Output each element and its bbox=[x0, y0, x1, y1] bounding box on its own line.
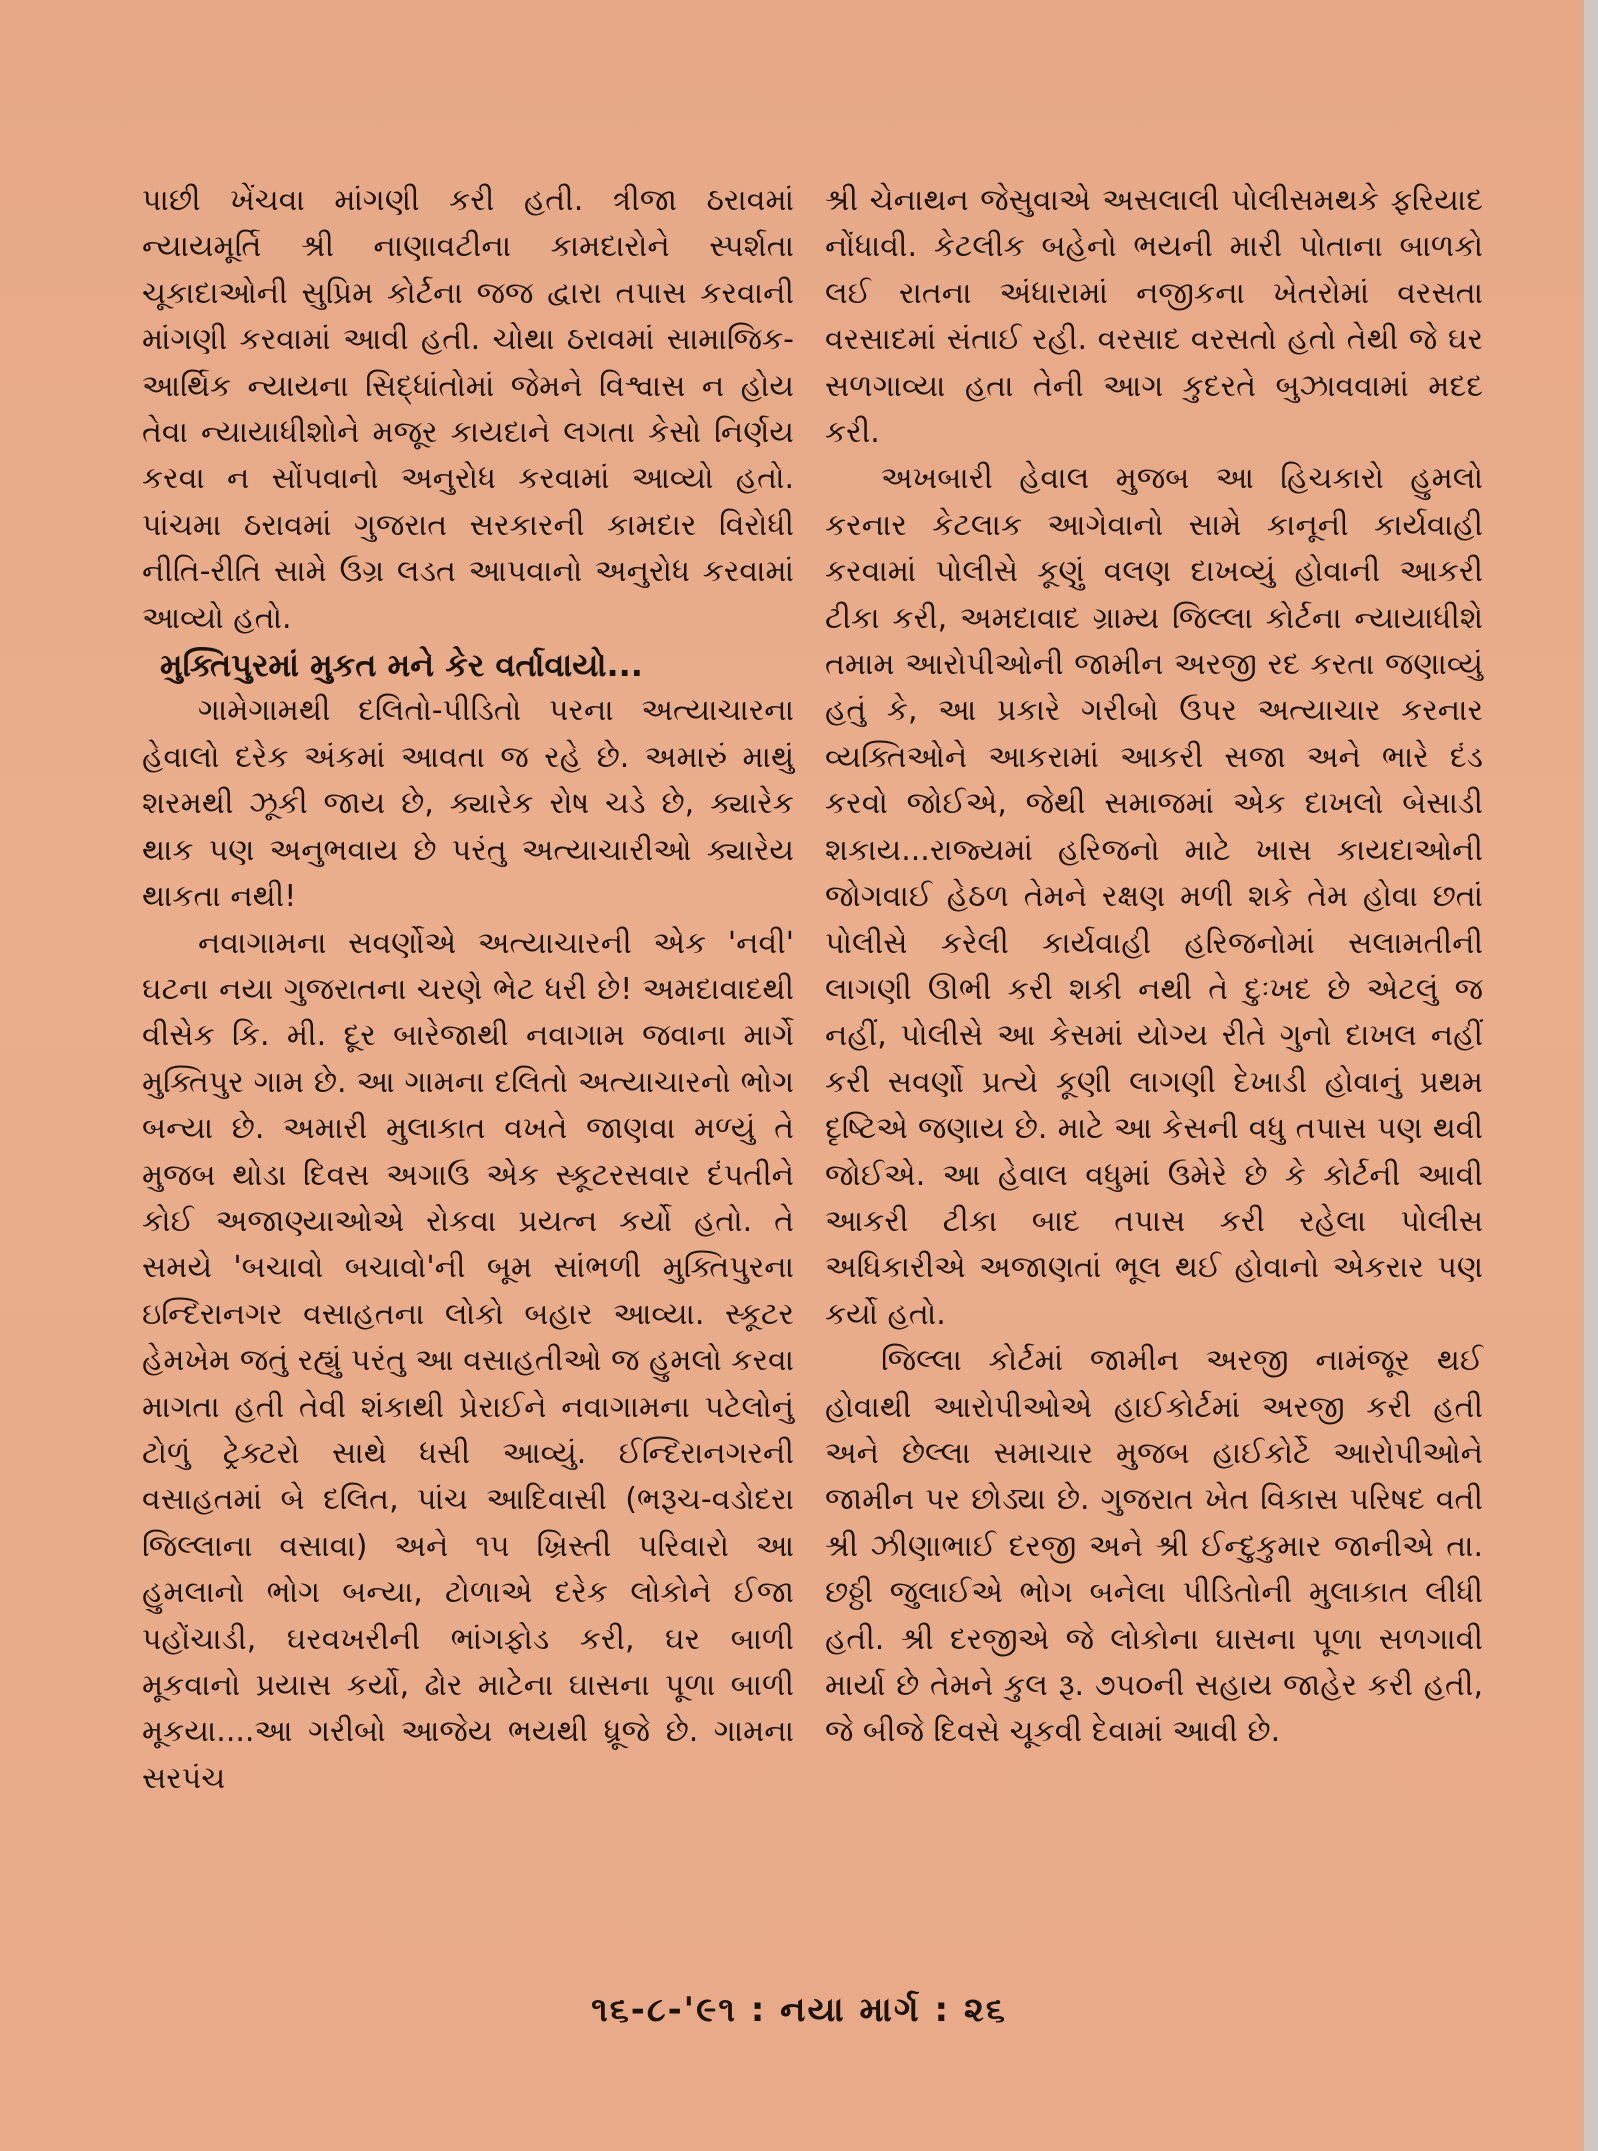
left-paragraph-2: ગામેગામથી દલિતો-પીડિતો પરના અત્યાચારના હેવાલો દરેક અંકમાં આવતા જ રહે છે. અમારું માથું શરમથી ઝૂકી જાય છે, ક્યારેક રોષ ચડે છે, ક્યારેક થાક પણ અનુભવાય છે પરંતુ અત્યાચારીઓ ક્યારેય થાકતા નથી! bbox=[142, 693, 794, 915]
left-paragraph-1: પાછી ખેંચવા માંગણી કરી હતી. ત્રીજા ઠરાવમાં ન્યાયમૂર્તિ શ્રી નાણાવટીના કામદારોને સ્પર્શતા ચૂકાદાઓની સુપ્રિમ કોર્ટના જજ દ્વારા તપાસ કરવાની માંગણી કરવામાં આવી હતી. ચોથા ઠરાવમાં સામાજિક-આર્થિક ન્યાયના સિદ્ધાંતોમાં જેમને વિશ્વાસ ન હોય તેવા ન્યાયાધીશોને મજૂર કાયદાને લગતા કેસો નિર્ણય કરવા ન સોંપવાનો અનુરોધ કરવામાં આવ્યો હતો. પાંચમા ઠરાવમાં ગુજરાત સરકારની કામદાર વિરોધી નીતિ-રીતિ સામે ઉગ્ર લડત આપવાનો અનુરોધ કરવામાં આવ્યો હતો. bbox=[142, 183, 794, 636]
page-edge bbox=[1584, 0, 1598, 2151]
right-column bbox=[825, 178, 1483, 1756]
left-paragraph-3: નવાગામના સવર્ણોએ અત્યાચારની એક 'નવી' ઘટના નયા ગુજરાતના ચરણે ભેટ ધરી છે! અમદાવાદથી વીસેક કિ. મી. દૂર બારેજાથી નવાગામ જવાના માર્ગે મુક્તિપુર ગામ છે. આ ગામના દલિતો અત્યાચારનો ભોગ બન્યા છે. અમારી મુલાકાત વખતે જાણવા મળ્યું તે મુજબ થોડા દિવસ અગાઉ એક સ્કૂટરસવાર દંપતીને કોઈ અજાણ્યાઓએ રોકવા પ્રયત્ન કર્યો હતો. તે સમયે 'બચાવો બચાવો'ની બૂમ સાંભળી મુક્તિપુરના ઇન્દિરાનગર વસાહતના લોકો બહાર આવ્યા. સ્કૂટર હેમખેમ જતું રહ્યું પરંતુ આ વસાહતીઓ જ હુમલો કરવા માગતા હતી તેવી શંકાથી પ્રેરાઈને નવાગામના પટેલોનું ટોળું ટ્રેક્ટરો સાથે ધસી આવ્યું. ઈન્દિરાનગરની વસાહતમાં બે દલિત, પાંચ આદિવાસી (ભરૂચ-વડોદરા જિલ્લાના વસાવા) અને ૧૫ ખ્રિસ્તી પરિવારો આ હુમલાનો ભોગ બન્યા, ટોળાએ દરેક લોકોને ઈજા પહોંચાડી, ઘરવખરીની ભાંગફોડ કરી, ઘર બાળી મૂકવાનો પ્રયાસ કર્યો, ઢોર માટેના ઘાસના પૂળા બાળી મૂકયા....આ ગરીબો આજેય ભયથી ધ્રૂજે છે. ગામના સરપંચ bbox=[142, 925, 794, 1796]
right-paragraph-1: શ્રી ચેનાથન જેસુવાએ અસલાલી પોલીસમથકે ફરિયાદ નોંધાવી. કેટલીક બહેનો ભયની મારી પોતાના બાળકો લઈ રાતના અંધારામાં નજીકના ખેતરોમાં વરસતા વરસાદમાં સંતાઈ રહી. વરસાદ વરસતો હતો તેથી જે ઘર સળગાવ્યા હતા તેની આગ કુદરતે બુઝાવવામાં મદદ કરી. bbox=[825, 183, 1483, 451]
left-column bbox=[142, 178, 794, 1802]
right-paragraph-3: જિલ્લા કોર્ટમાં જામીન અરજી નામંજૂર થઈ હોવાથી આરોપીઓએ હાઈકોર્ટમાં અરજી કરી હતી અને છેલ્લા સમાચાર મુજબ હાઈકોર્ટે આરોપીઓને જામીન પર છોડ્યા છે. ગુજરાત ખેત વિકાસ પરિષદ વતી શ્રી ઝીણાભાઈ દરજી અને શ્રી ઈન્દુકુમાર જાનીએ તા. છઠ્ઠી જુલાઈએ ભોગ બનેલા પીડિતોની મુલાકાત લીધી હતી. શ્રી દરજીએ જે લોકોના ઘાસના પૂળા સળગાવી માર્યા છે તેમને કુલ રૂ. ૭૫૦ની સહાય જાહેર કરી હતી, જે બીજે દિવસે ચૂકવી દેવામાં આવી છે. bbox=[825, 1343, 1483, 1750]
right-paragraph-2: અખબારી હેવાલ મુજબ આ હિચકારો હુમલો કરનાર કેટલાક આગેવાનો સામે કાનૂની કાર્યવાહી કરવામાં પોલીસે કૂણું વલણ દાખવ્યું હોવાની આકરી ટીકા કરી, અમદાવાદ ગ્રામ્ય જિલ્લા કોર્ટના ન્યાયાધીશે તમામ આરોપીઓની જામીન અરજી રદ કરતા જણાવ્યું હતું કે, આ પ્રકારે ગરીબો ઉપર અત્યાચાર કરનાર વ્યક્તિઓને આકરામાં આકરી સજા અને ભારે દંડ કરવો જોઈએ, જેથી સમાજમાં એક દાખલો બેસાડી શકાય...રાજ્યમાં હરિજનો માટે ખાસ કાયદાઓની જોગવાઈ હેઠળ તેમને રક્ષણ મળી શકે તેમ હોવા છતાં પોલીસે કરેલી કાર્યવાહી હરિજનોમાં સલામતીની લાગણી ઊભી કરી શકી નથી તે દુઃખદ છે એટલું જ નહીં, પોલીસે આ કેસમાં યોગ્ય રીતે ગુનો દાખલ નહીં કરી સવર્ણો પ્રત્યે કૂણી લાગણી દેખાડી હોવાનું પ્રથમ દૃષ્ટિએ જણાય છે. માટે આ કેસની વધુ તપાસ પણ થવી જોઈએ. આ હેવાલ વધુમાં ઉમેરે છે કે કોર્ટની આવી આકરી ટીકા બાદ તપાસ કરી રહેલા પોલીસ અધિકારીએ અજાણતાં ભૂલ થઈ હોવાનો એકરાર પણ કર્યો હતો. bbox=[825, 461, 1483, 1332]
section-heading: મુક્તિપુરમાં મુકત મને કેર વર્તાવાયો... bbox=[160, 646, 643, 685]
page-footer: ૧૬-૮-'૯૧ : નયા માર્ગ : ૨૬ bbox=[591, 1990, 1007, 2030]
